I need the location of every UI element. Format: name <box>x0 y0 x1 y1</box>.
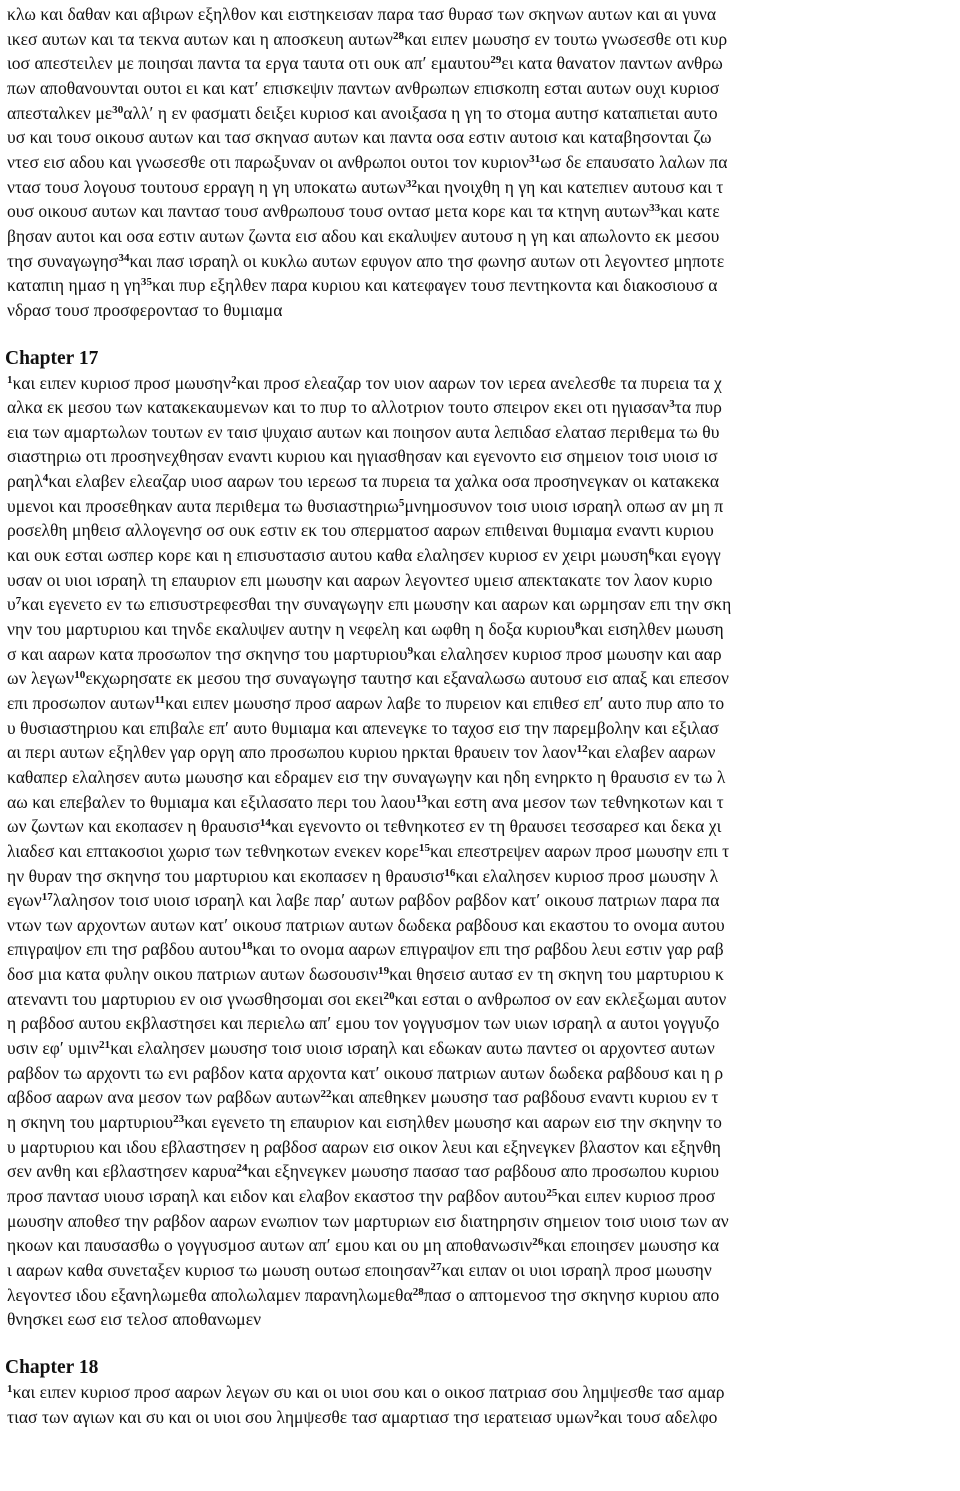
verse-number: 9 <box>407 645 414 657</box>
verse-text: θνησκει εωσ εισ τελοσ αποθανωμεν <box>7 1309 262 1329</box>
verse-text: ει κατα θανατον παντων ανθρω <box>501 53 723 73</box>
verse-text: και εισηλθεν μωυση <box>580 619 724 639</box>
verse-text: ηκοων και παυσασθω ο γογγυσμοσ αυτων απ′ εμου και ου μη αποθανωσιν <box>7 1235 533 1255</box>
verse-number: 1 <box>7 374 13 386</box>
verse-text: αβδοσ ααρων ανα μεσον των ραβδων αυτων <box>7 1087 321 1107</box>
verse-text: και κατε <box>660 201 720 221</box>
verse-number: 22 <box>320 1088 332 1100</box>
text-line <box>7 101 957 125</box>
verse-text: αλλ′ η εν φασματι δειξει κυριοσ και ανοιξασα η γη το στομα αυτησ καταπιεται αυτο <box>123 103 718 123</box>
text-line <box>7 224 957 248</box>
verse-text: και ελαλησεν μωυσησ τοισ υιοισ ισραηλ και εδωκαν αυτω παντεσ οι αρχοντεσ αυτων <box>110 1038 715 1058</box>
text-line <box>7 1380 957 1404</box>
verse-number: 35 <box>140 276 152 288</box>
verse-text: σιαστηριω οτι προσηνεχθησαν εναντι κυριου και ηγιασθησαν και εγενοντο εισ σημειον τοισ υιοισ ισ <box>7 446 718 466</box>
text-line <box>7 371 957 395</box>
text-line <box>7 814 957 838</box>
text-line <box>7 937 957 961</box>
verse-number: 29 <box>490 54 502 66</box>
verse-number: 13 <box>415 793 427 805</box>
verse-text: και απεθηκεν μωυσησ τασ ραβδουσ εναντι κυριου εν τ <box>331 1087 719 1107</box>
verse-text: ντεσ εισ αδου και γνωσεσθε οτι παρωξυναν οι ανθρωποι ουτοι τον κυριον <box>7 152 530 172</box>
text-line <box>7 298 957 322</box>
verse-text: ουσ οικουσ αυτων και παντασ τουσ ανθρωπουσ τουσ οντασ μετα κορε και τα κτηνη αυτων <box>7 201 650 221</box>
text-line <box>7 444 957 468</box>
verse-text: ραηλ <box>7 471 43 491</box>
verse-text: η σκηνη του μαρτυριου <box>7 1112 174 1132</box>
text-line <box>7 518 957 542</box>
verse-number: 12 <box>576 743 588 755</box>
text-line <box>7 494 957 518</box>
verse-text: τιασ των αγιων και συ και οι υιοι σου λημψεσθε τασ αμαρτιασ τησ ιερατειασ υμων <box>7 1407 594 1427</box>
text-line <box>7 1110 957 1134</box>
text-line <box>7 27 957 51</box>
verse-text: και πασ ισραηλ οι κυκλω αυτων εφυγον απο τησ φωνησ αυτων οτι λεγοντεσ μηποτε <box>129 251 725 271</box>
verse-text: τα πυρ <box>674 397 722 417</box>
verse-number: 4 <box>42 472 49 484</box>
verse-text: και ειπεν κυριοσ προσ ααρων λεγων συ και οι υιοι σου και ο οικοσ πατριασ σου λημψεσθε τασ αμαρ <box>12 1382 725 1402</box>
verse-text: και εγογγ <box>654 545 721 565</box>
verse-text: υσ και τουσ οικουσ αυτων και τασ σκηνασ αυτων και παντα οσα εστιν αυτοισ και καταβησονται ζω <box>7 127 712 147</box>
verse-text: μνημοσυνον τοισ υιοισ ισραηλ οπωσ αν μη π <box>404 496 724 516</box>
verse-text: ροσελθη μηθεισ αλλογενησ οσ ουκ εστιν εκ του σπερματοσ ααρων επιθειναι θυμιαμα εναντι κυριου <box>7 520 714 540</box>
verse-number: 27 <box>430 1261 442 1273</box>
verse-number: 5 <box>398 497 405 509</box>
verse-number: 20 <box>383 990 395 1002</box>
verse-text: και εξηνεγκεν μωυσησ πασασ τασ ραβδουσ απο προσωπου κυριου <box>247 1161 720 1181</box>
text-line <box>7 962 957 986</box>
verse-text: και πυρ εξηλθεν παρα κυριου και κατεφαγεν τουσ πεντηκοντα και διακοσιουσ α <box>152 275 718 295</box>
verse-text: προσ παντασ υιουσ ισραηλ και ειδον και ελαβον εκαστοσ την ραβδον αυτου <box>7 1186 547 1206</box>
verse-text: αι περι αυτων εξηλθεν γαρ οργη απο προσωπου κυριου ηρκται θραυειν τον λαον <box>7 742 577 762</box>
verse-number: 21 <box>99 1039 111 1051</box>
verse-text: και ελαβεν ααρων <box>587 742 716 762</box>
text-line <box>7 395 957 419</box>
verse-number: 23 <box>173 1113 185 1125</box>
verse-number: 10 <box>74 669 86 681</box>
text-line <box>7 765 957 789</box>
verse-text: υ θυσιαστηριου και επιβαλε επ′ αυτο θυμιαμα και απενεγκε το ταχοσ εισ την παρεμβολην και εξιλασ <box>7 718 719 738</box>
verse-number: 11 <box>154 694 166 706</box>
verse-text: και εγενετο εν τω επισυστρεφεσθαι την συναγωγην επι μωυσην και ααρων και ωρμησαν επι την σκη <box>21 594 732 614</box>
verse-text: ων ζωντων και εκοπασεν η θραυσισ <box>7 816 260 836</box>
text-line <box>7 175 957 199</box>
verse-text: και ειπεν μωυσησ εν τουτω γνωσεσθε οτι κυρ <box>404 29 728 49</box>
verse-text: νην του μαρτυριου και τηνδε εκαλυψεν αυτην η νεφελη και ωφθη η δοξα κυριου <box>7 619 576 639</box>
verse-text: ι ααρων καθα συνεταξεν κυριοσ τω μωυση ουτωσ εποιησαν <box>7 1260 431 1280</box>
text-line <box>7 716 957 740</box>
verse-text: και εγενοντο οι τεθνηκοτεσ εν τη θραυσει τεσσαρεσ και δεκα χι <box>270 816 722 836</box>
verse-text: ων λεγων <box>7 668 75 688</box>
text-line <box>7 1011 957 1035</box>
verse-text: υσιν εφ′ υμιν <box>7 1038 100 1058</box>
verse-number: 7 <box>15 595 22 607</box>
text-line <box>7 273 957 297</box>
text-line <box>7 1085 957 1109</box>
verse-text: αλκα εκ μεσου των κατακεκαυμενων και το πυρ το αλλοτριον τουτο σπειρον εκει οτι ηγιασαν <box>7 397 670 417</box>
verse-text: και ελαλησεν κυριοσ προσ μωυσην και ααρ <box>413 644 722 664</box>
verse-text: εκχωρησατε εκ μεσου τησ συναγωγησ ταυτησ και εξαναλωσω αυτουσ εισ απαξ και επεσον <box>85 668 730 688</box>
verse-text: και προσ ελεαζαρ τον υιον ααρων τον ιερεα ανελεσθε τα πυρεια τα χ <box>236 373 722 393</box>
text-line <box>7 642 957 666</box>
verse-text: λαλησον τοισ υιοισ ισραηλ και λαβε παρ′ αυτων ραβδον ραβδον κατ′ οικουσ πατριων παρα πα <box>52 890 720 910</box>
chapter-heading: Chapter 18 <box>5 1357 99 1378</box>
verse-text: και θησεισ αυτασ εν τη σκηνη του μαρτυριου κ <box>389 964 724 984</box>
verse-text: κλω και δαθαν και αβιρων εξηλθον και ειστηκεισαν παρα τασ θυρασ των σκηνων αυτων και αι γυνα <box>7 4 717 24</box>
verse-text: και εσται ο ανθρωποσ ον εαν εκλεξωμαι αυτον <box>394 989 727 1009</box>
verse-number: 19 <box>378 965 390 977</box>
verse-text: ντασ τουσ λογουσ τουτουσ ερραγη η γη υποκατω αυτων <box>7 177 406 197</box>
text-line <box>7 839 957 863</box>
verse-text: καθαπερ ελαλησεν αυτω μωυσησ και εδραμεν εισ την συναγωγην και ηδη ενηρκτο η θραυσισ εν τω λ <box>7 767 726 787</box>
verse-number: 6 <box>648 546 655 558</box>
verse-text: ατεναντι του μαρτυριου εν οισ γνωσθησομαι σοι εκει <box>7 989 384 1009</box>
text-line <box>7 2 957 26</box>
verse-text: και ουκ εσται ωσπερ κορε και η επισυστασισ αυτου καθα ελαλησεν κυριοσ εν χειρι μωυση <box>7 545 649 565</box>
text-line <box>7 1184 957 1208</box>
verse-number: 28 <box>412 1286 424 1298</box>
verse-text: ωσ δε επαυσατο λαλων πα <box>540 152 728 172</box>
verse-text: και τουσ αδελφο <box>599 1407 718 1427</box>
verse-text: αω και επεβαλεν το θυμιαμα και εξιλασατο περι του λαου <box>7 792 416 812</box>
text-line <box>7 1307 957 1331</box>
verse-number: 25 <box>546 1187 558 1199</box>
text-line <box>7 420 957 444</box>
text-line <box>7 1258 957 1282</box>
verse-number: 24 <box>236 1162 248 1174</box>
verse-text: υμενοι και προσεθηκαν αυτα περιθεμα τω θυσιαστηριω <box>7 496 399 516</box>
verse-number: 15 <box>418 842 430 854</box>
verse-text: η ραβδοσ αυτου εκβλαστησει και περιελω απ′ εμου τον γογγυσμον των υιων ισραηλ α αυτοι γογγυζο <box>7 1013 720 1033</box>
verse-text: σεν ανθη και εβλαστησεν καρυα <box>7 1161 237 1181</box>
text-line <box>7 249 957 273</box>
verse-text: και εστη ανα μεσον των τεθνηκοτων και τ <box>426 792 724 812</box>
text-line <box>7 888 957 912</box>
verse-text: ικεσ αυτων και τα τεκνα αυτων και η αποσκευη αυτων <box>7 29 393 49</box>
verse-number: 18 <box>241 940 253 952</box>
text-line <box>7 199 957 223</box>
verse-text: πων αποθανουνται ουτοι ει και κατ′ επισκεψιν παντων ανθρωπων επισκοπη εσται αυτων ουχι κυριοσ <box>7 78 720 98</box>
verse-text: μωυσην αποθεσ την ραβδον ααρων ενωπιον των μαρτυριων εισ διατηρησιν σημειον τοισ υιοισ των αν <box>7 1211 729 1231</box>
verse-text: εγων <box>7 890 42 910</box>
verse-text: ραβδον τω αρχοντι τω ενι ραβδον κατα αρχοντα κατ′ οικουσ πατριων αυτων δωδεκα ραβδουσ και η ρ <box>7 1063 724 1083</box>
text-line <box>7 1233 957 1257</box>
verse-number: 31 <box>529 153 541 165</box>
verse-number: 1 <box>7 1383 13 1395</box>
text-line <box>7 76 957 100</box>
verse-number: 32 <box>405 178 418 190</box>
verse-number: 3 <box>669 398 675 410</box>
verse-text: επιγραψον επι τησ ραβδου αυτου <box>7 939 242 959</box>
verse-text: και ελαλησεν κυριοσ προσ μωυσην λ <box>455 866 719 886</box>
verse-number: 2 <box>593 1408 600 1420</box>
text-line <box>7 543 957 567</box>
verse-text: και ειπεν κυριοσ προσ <box>557 1186 716 1206</box>
text-line <box>7 469 957 493</box>
verse-text: ντων των αρχοντων αυτων κατ′ οικουσ πατριων αυτων δωδεκα ραβδουσ και εκαστου το ονομα αυτου <box>7 915 725 935</box>
verse-text: και ειπαν οι υιοι ισραηλ προσ μωυσην <box>441 1260 712 1280</box>
verse-number: 17 <box>41 891 53 903</box>
text-line <box>7 1283 957 1307</box>
text-line <box>7 1135 957 1159</box>
verse-text: δοσ μια κατα φυλην οικου πατριων αυτων δωσουσιν <box>7 964 379 984</box>
verse-text: επι προσωπον αυτων <box>7 693 155 713</box>
verse-text: εια των αμαρτωλων τουτων εν ταισ ψυχαισ αυτων και ποιησον αυτα λεπιδασ ελατασ περιθεμα τω θυ <box>7 422 720 442</box>
verse-text: λεγοντεσ ιδου εξανηλωμεθα απολωλαμεν παρανηλωμεθα <box>7 1285 413 1305</box>
verse-number: 16 <box>444 867 456 879</box>
text-line <box>7 864 957 888</box>
text-line <box>7 740 957 764</box>
verse-number: 26 <box>532 1236 544 1248</box>
verse-text: και εποιησεν μωυσησ κα <box>543 1235 720 1255</box>
text-line <box>7 51 957 75</box>
verse-text: ην θυραν τησ σκηνησ του μαρτυριου και εκοπασεν η θραυσισ <box>7 866 445 886</box>
chapter-heading: Chapter 17 <box>5 348 99 369</box>
text-line <box>7 1159 957 1183</box>
text-line <box>7 592 957 616</box>
verse-text: υ μαρτυριου και ιδου εβλαστησεν η ραβδοσ ααρων εισ οικον λευι και εξηνεγκεν βλαστον και εξηνθη <box>7 1137 721 1157</box>
verse-text: και ελαβεν ελεαζαρ υιοσ ααρων του ιερεωσ τα πυρεια τα χαλκα οσα προσηνεγκαν οι κατακεκα <box>48 471 720 491</box>
text-line <box>7 691 957 715</box>
text-line <box>7 666 957 690</box>
text-line <box>7 790 957 814</box>
verse-text: και ηνοιχθη η γη και κατεπιεν αυτουσ και τ <box>417 177 724 197</box>
verse-text: υ <box>7 594 16 614</box>
verse-text: υσαν οι υιοι ισραηλ τη επαυριον επι μωυσην και ααρων λεγοντεσ υμεισ απεκτακατε τον λαον κυριο <box>7 570 713 590</box>
text-line <box>7 1036 957 1060</box>
verse-text: απεσταλκεν με <box>7 103 113 123</box>
text-line <box>7 913 957 937</box>
verse-text: ιοσ απεστειλεν με ποιησαι παντα τα εργα ταυτα οτι ουκ απ′ εμαυτου <box>7 53 491 73</box>
verse-number: 28 <box>392 30 405 42</box>
text-line <box>7 617 957 641</box>
verse-text: και ειπεν κυριοσ προσ μωυσην <box>12 373 232 393</box>
text-line <box>7 1061 957 1085</box>
verse-text: καταπιη ημασ η γη <box>7 275 141 295</box>
verse-number: 33 <box>649 202 661 214</box>
verse-number: 34 <box>118 252 130 264</box>
verse-text: σ και ααρων κατα προσωπον τησ σκηνησ του μαρτυριου <box>7 644 408 664</box>
verse-text: και επεστρεψεν ααρων προσ μωυσην επι τ <box>430 841 730 861</box>
verse-text: βησαν αυτοι και οσα εστιν αυτων ζωντα εισ αδου και εκαλυψεν αυτουσ η γη και απωλοντο εκ μεσου <box>7 226 720 246</box>
verse-number: 14 <box>259 817 271 829</box>
verse-number: 8 <box>575 620 581 632</box>
text-line <box>7 125 957 149</box>
verse-text: λιαδεσ και επτακοσιοι χωρισ των τεθνηκοτων ενεκεν κορε <box>7 841 419 861</box>
text-line <box>7 987 957 1011</box>
text-line <box>7 150 957 174</box>
text-line <box>7 1405 957 1429</box>
verse-text: και ειπεν μωυσησ προσ ααρων λαβε το πυρειον και επιθεσ επ′ αυτο πυρ απο το <box>165 693 725 713</box>
verse-number: 2 <box>231 374 237 386</box>
verse-text: και εγενετο τη επαυριον και εισηλθεν μωυσησ και ααρων εισ την σκηνην το <box>184 1112 722 1132</box>
verse-number: 30 <box>112 104 124 116</box>
verse-text: πασ ο απτομενοσ τησ σκηνησ κυριου απο <box>423 1285 720 1305</box>
text-line <box>7 1209 957 1233</box>
text-line <box>7 568 957 592</box>
verse-text: νδρασ τουσ προσφεροντασ το θυμιαμα <box>7 300 283 320</box>
verse-text: και το ονομα ααρων επιγραψον επι τησ ραβδου λευι εστιν γαρ ραβ <box>252 939 724 959</box>
verse-text: τησ συναγωγησ <box>7 251 119 271</box>
